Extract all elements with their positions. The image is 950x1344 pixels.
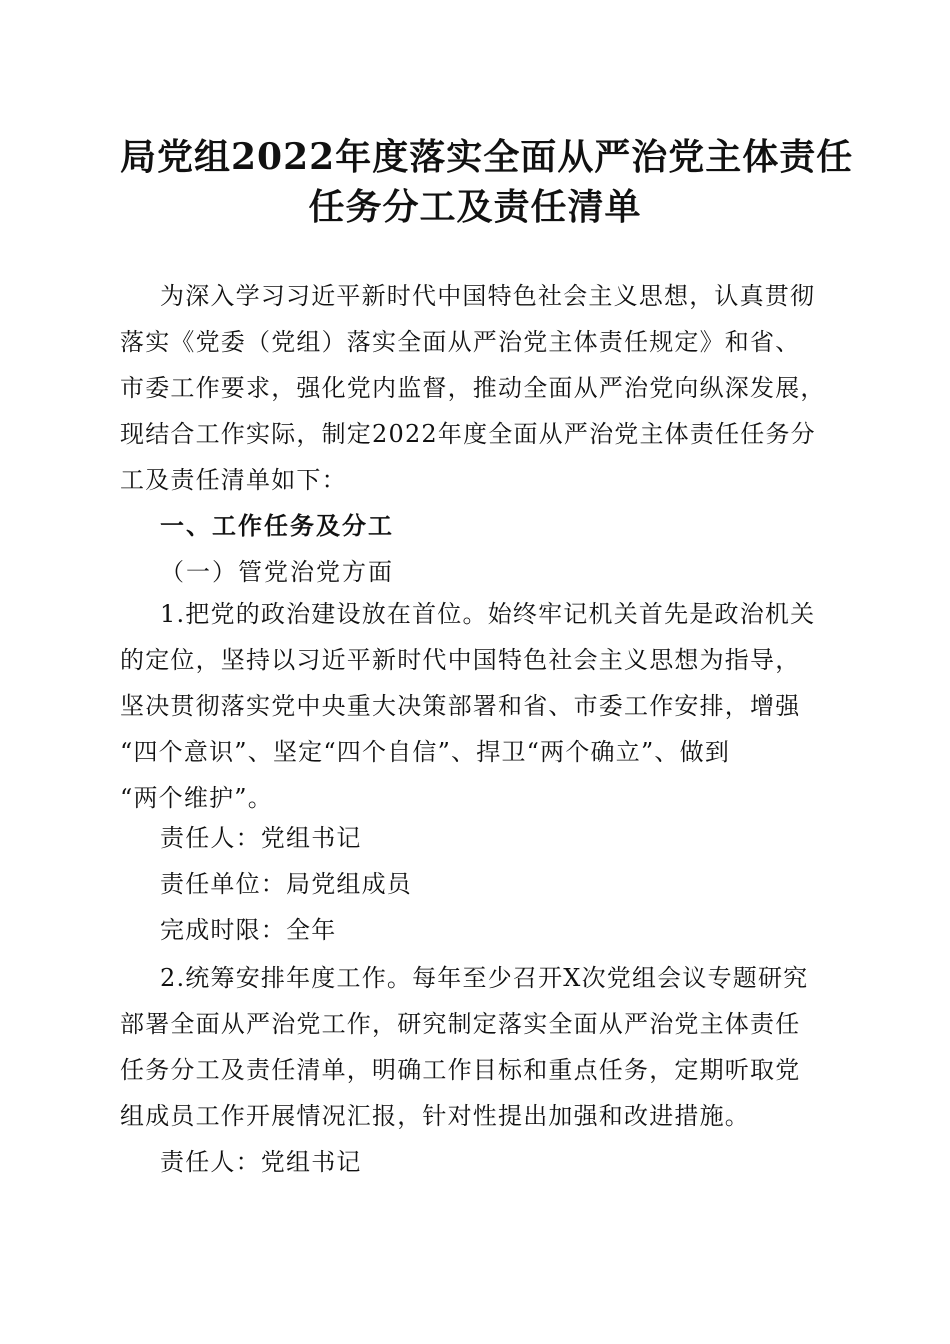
document-title-line-2: 任务分工及责任清单 <box>308 186 642 228</box>
section-heading-1: 一、工作任务及分工 <box>160 512 394 540</box>
intro-line-4: 现结合工作实际，制定2022年度全面从严治党主体责任任务分 <box>120 420 816 448</box>
item2-line-2: 部署全面从严治党工作，研究制定落实全面从严治党主体责任 <box>120 1010 801 1038</box>
item1-line-5: “两个维护”。 <box>120 784 273 812</box>
item2-line-3: 任务分工及责任清单，明确工作目标和重点任务，定期听取党 <box>120 1056 801 1084</box>
item1-responsible-person: 责任人：党组书记 <box>160 824 362 852</box>
intro-line-3: 市委工作要求，强化党内监督，推动全面从严治党向纵深发展， <box>120 374 826 402</box>
intro-line-1: 为深入学习习近平新时代中国特色社会主义思想，认真贯彻 <box>160 282 816 310</box>
item1-line-4: “四个意识”、坚定“四个自信”、捍卫“两个确立”、做到 <box>120 738 731 766</box>
item2-responsible-person: 责任人：党组书记 <box>160 1148 362 1176</box>
item1-responsible-unit: 责任单位：局党组成员 <box>160 870 412 898</box>
item2-line-1: 2.统筹安排年度工作。每年至少召开X次党组会议专题研究 <box>160 964 809 992</box>
item1-line-2: 的定位，坚持以习近平新时代中国特色社会主义思想为指导， <box>120 646 801 674</box>
item1-deadline: 完成时限：全年 <box>160 916 337 944</box>
item1-line-1: 1.把党的政治建设放在首位。始终牢记机关首先是政治机关 <box>160 600 816 628</box>
intro-line-2: 落实《党委（党组）落实全面从严治党主体责任规定》和省、 <box>120 328 801 356</box>
item1-line-3: 坚决贯彻落实党中央重大决策部署和省、市委工作安排，增强 <box>120 692 801 720</box>
document-title-line-1: 局党组2022年度落实全面从严治党主体责任 <box>120 136 854 178</box>
intro-line-5: 工及责任清单如下： <box>120 466 347 494</box>
subsection-heading-1: （一）管党治党方面 <box>160 558 394 586</box>
item2-line-4: 组成员工作开展情况汇报，针对性提出加强和改进措施。 <box>120 1102 750 1130</box>
